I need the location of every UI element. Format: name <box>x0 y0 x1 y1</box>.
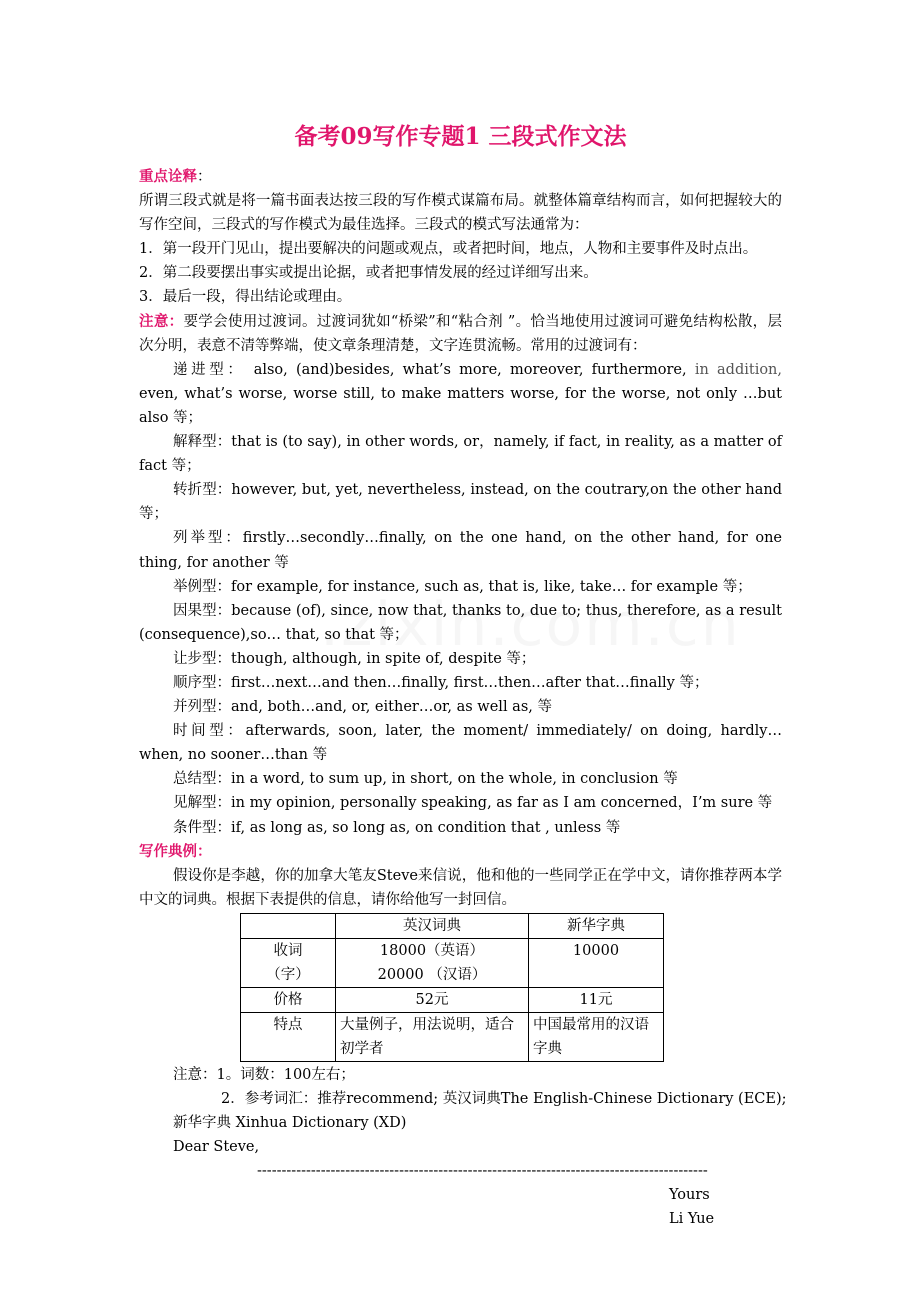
point-3: 3．最后一段，得出结论或理由。 <box>139 289 352 306</box>
letter-body-placeholder: -------------------------------------------------------------------------------------------- <box>257 1163 708 1180</box>
section-heading-key-points: 重点诠释 <box>139 168 197 185</box>
table-header-cell <box>241 913 336 938</box>
table-header-row <box>241 913 664 938</box>
note-vocabulary-cont: 新华字典 Xinhua Dictionary (XD) <box>173 1115 407 1132</box>
table-row-label: 特点 <box>241 1012 336 1061</box>
letter-salutation: Dear Steve, <box>173 1139 260 1156</box>
note-vocabulary: 2．参考词汇：推荐recommend; 英汉词典The English-Chinese Dictionary (ECE); <box>221 1091 787 1107</box>
table-cell: 10000 <box>529 938 664 987</box>
table-cell: 52元 <box>336 987 529 1012</box>
transition-time: 时间型：afterwards, soon, later, the moment/ immediately/ on doing, hardly…when, no sooner…than 等 <box>139 723 783 764</box>
table-row-label: 收词 （字） <box>241 938 336 987</box>
letter-signature: Li Yue <box>669 1211 715 1228</box>
section-heading-example: 写作典例 <box>139 842 197 860</box>
intro-paragraph: 所谓三段式就是将一篇书面表达按三段的写作模式谋篇布局。就整体篇章结构而言，如何把握较大的写作空间，三段式的写作模式为最佳选择。三段式的模式写法通常为： <box>139 193 782 234</box>
table-row <box>241 1012 664 1061</box>
table-row <box>241 987 664 1012</box>
note-word-count: 注意：1。词数：100左右； <box>173 1066 355 1083</box>
transition-listing: 列举型：firstly…secondly…finally, on the one hand, on the other hand, for one thing, for another 等 <box>139 530 782 571</box>
page-title: 备考09写作专题1 三段式作文法 <box>294 123 627 150</box>
transition-example: 举例型：for example, for instance, such as, that is, like, take… for example 等； <box>173 578 752 595</box>
transition-opinion: 见解型：in my opinion, personally speaking, as far as I am concerned，I’m sure 等 <box>173 795 773 812</box>
table-cell: 中国最常用的汉语字典 <box>529 1012 664 1061</box>
transition-condition: 条件型：if, as long as, so long as, on condition that , unless 等 <box>173 819 621 836</box>
point-2: 2．第二段要摆出事实或提出论据，或者把事情发展的经过详细写出来。 <box>139 265 598 282</box>
writing-prompt: 假设你是李越，你的加拿大笔友Steve来信说，他和他的一些同学正在学中文，请你推荐两本学中文的词典。根据下表提供的信息，请你给他写一封回信。 <box>139 867 782 908</box>
document-page: 备考09写作专题1 三段式作文法 重点诠释： 所谓三段式就是将一篇书面表达按三段的写作模式谋篇布局。就整体篇章结构而言，如何把握较大的写作空间，三段式的写作模式为最佳选择。三段式的模式写法通常为： 1．第一段开门见山，提出要解决的问题或观点，或者把时间，地点，人物和主要事件及时点出。 2．第二段要摆出事实或提出论据，或者把事情发展的经过详细写出来。 3．最后一段，得出结论或理由。 注意：要学会使用过渡词。过渡词犹如“桥梁”和“粘合剂 ”。恰当地使用过渡词可避免结构松散，层次分明，表意不清等弊端，使文章条理清楚，文字连贯流畅。常用的过渡词有： 递进型： also, (and)besides, what’s more, moreover, furthermore, in addition, even, what’s worse, worse still, to make matters worse, for the worse, not only …but also 等； 解释型：that is (to say), in other words, or，namely, if fact, in reality, as a matter of fact 等； 转折型：however, but, yet, nevertheless, instead, on the coutrary,on the other hand 等； 列举型：firstly…secondly…finally, on the one hand, on the other hand, for one thing, for another 等 举例型：for example, for instance, such as, that is, like, take… for example 等； 因果型：because (of), since, now that, thanks to, due to; thus, therefore, as a result (consequence),so… that, so that 等； 让步型：though, although, in spite of, despite 等； 顺序型：first…next…and then…finally, first…then…after that…finally 等； 并列型：and, both…and, or, either…or, as well as, 等 时间型：afterwards, soon, later, the moment/ immediately/ on doing, hardly…when, no sooner…than 等 总结型：in a word, to sum up, in short, on the whole, in conclusion 等 见解型：in my opinion, personally speaking, as far as I am concerned，I’m sure 等 条件型：if, as long as, so long as, on condition that , unless 等 写作典例： 假设你是李越，你的加拿大笔友Steve来信说，他和他的一些同学正在学中文，请你推荐两本学中文的词典。根据下表提供的信息，请你给他写一封回信。 英汉词典 新华字典 收词 （字） 18000（英语） 20000 （汉语） 10000 价格 52元 11元 特点 大量例子，用法说明，适合初学者 中国最常用的汉语字典 注意：1。词数：100左右； 2．参考词汇：推荐recommend; 英汉词典The English-Chinese Dictionary (ECE); 新华字典 Xinhua Dictionary (XD) Dear Steve, -------------------------------------------------------------------------------------------- Yours Li Yue <box>139 118 782 1231</box>
dictionary-table <box>240 913 664 1062</box>
transition-concession: 让步型：though, although, in spite of, despite 等； <box>173 650 536 667</box>
letter-closing: Yours <box>669 1187 710 1204</box>
table-cell: 18000（英语） 20000 （汉语） <box>336 938 529 987</box>
transition-parallel: 并列型：and, both…and, or, either…or, as well as, 等 <box>173 699 552 716</box>
table-header-cell: 新华字典 <box>529 913 664 938</box>
table-row <box>241 938 664 987</box>
transition-sequence: 顺序型：first…next…and then…finally, first…then…after that…finally 等； <box>173 674 709 691</box>
transition-summary: 总结型：in a word, to sum up, in short, on the whole, in conclusion 等 <box>173 771 678 788</box>
transition-explanation: 解释型：that is (to say), in other words, or，namely, if fact, in reality, as a matter of fact 等； <box>139 434 782 475</box>
transition-contrast: 转折型：however, but, yet, nevertheless, instead, on the coutrary,on the other hand 等； <box>139 482 783 523</box>
table-cell: 11元 <box>529 987 664 1012</box>
transition-cause-effect: 因果型：because (of), since, now that, thanks to, due to; thus, therefore, as a result (consequence),so… that, so that 等； <box>139 602 782 643</box>
table-row-label: 价格 <box>241 987 336 1012</box>
table-header-cell: 英汉词典 <box>336 913 529 938</box>
transition-progressive: 递进型： also, (and)besides, what’s more, moreover, furthermore, in addition, even, what’s worse, worse still, to make matters worse, for the worse, not only …but also 等； <box>139 361 783 426</box>
point-1: 1．第一段开门见山，提出要解决的问题或观点，或者把时间，地点，人物和主要事件及时点出。 <box>139 241 758 258</box>
note-paragraph: 注意：要学会使用过渡词。过渡词犹如“桥梁”和“粘合剂 ”。恰当地使用过渡词可避免结构松散，层次分明，表意不清等弊端，使文章条理清楚，文字连贯流畅。常用的过渡词有： <box>139 312 782 354</box>
table-cell: 大量例子，用法说明，适合初学者 <box>336 1012 529 1061</box>
